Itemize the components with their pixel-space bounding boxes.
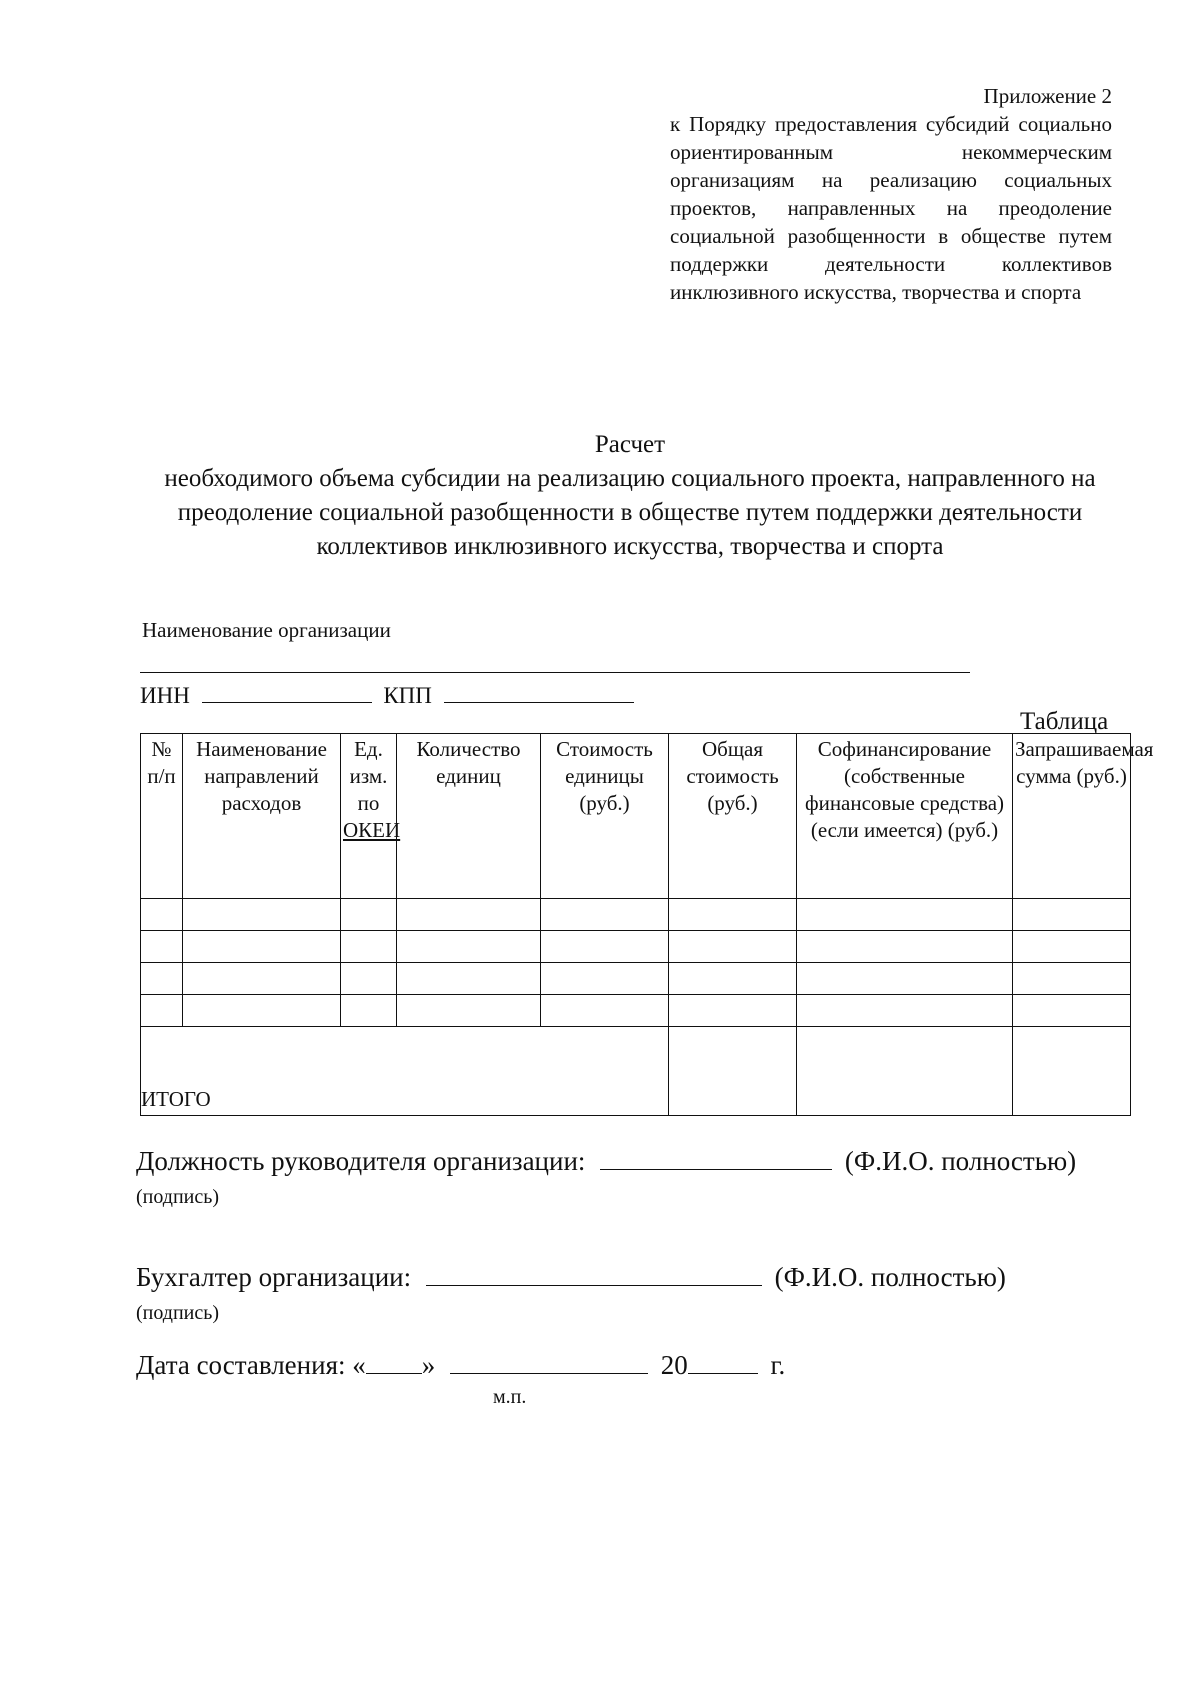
table-row	[141, 963, 1131, 995]
head-sign-caption: (подпись)	[136, 1186, 220, 1208]
header-unit-text: Ед. изм. по	[349, 737, 388, 815]
appendix-block	[670, 82, 1112, 306]
appendix-text: к Порядку предоставления субсидий социально ориентированным некоммерческим организациям на реализацию социальных проектов, направленных на преодоление социальной разобщенности в обществе путем поддержки деятельности коллективов инклюзивного искусства, творчества и спорта	[670, 112, 1112, 304]
table-cell[interactable]	[183, 995, 341, 1027]
table-row	[141, 931, 1131, 963]
table-cell[interactable]	[541, 963, 669, 995]
table-cell[interactable]	[183, 899, 341, 931]
accountant-sign-caption: (подпись)	[136, 1302, 220, 1324]
date-year-field[interactable]	[688, 1351, 758, 1374]
date-day-field[interactable]	[366, 1351, 422, 1374]
table-cell[interactable]	[797, 995, 1013, 1027]
head-signature-line	[136, 1146, 1076, 1177]
date-quote-close: »	[421, 1350, 436, 1380]
kpp-field[interactable]	[444, 680, 634, 703]
accountant-signature-field[interactable]	[426, 1263, 762, 1286]
table-cell[interactable]	[1013, 963, 1131, 995]
header-name: Наименование направлений расходов	[183, 734, 341, 899]
table-cell[interactable]	[183, 931, 341, 963]
table-cell[interactable]	[669, 995, 797, 1027]
table-cell[interactable]	[797, 963, 1013, 995]
kpp-label: КПП	[383, 683, 432, 708]
table-cell[interactable]	[397, 931, 541, 963]
table-cell[interactable]	[341, 995, 397, 1027]
header-cofinancing: Софинансирование (собственные финансовые средства) (если имеется) (руб.)	[797, 734, 1013, 899]
table-cell[interactable]	[341, 899, 397, 931]
accountant-fio-label: (Ф.И.О. полностью)	[774, 1262, 1006, 1292]
document-heading	[140, 428, 1120, 564]
table-header-row	[141, 734, 1131, 899]
accountant-label: Бухгалтер организации:	[136, 1262, 412, 1292]
inn-label: ИНН	[140, 683, 190, 708]
table-cell[interactable]	[141, 995, 183, 1027]
total-requested-cell[interactable]	[1013, 1027, 1131, 1116]
head-position-label: Должность руководителя организации:	[136, 1146, 586, 1176]
table-cell[interactable]	[797, 899, 1013, 931]
total-cost-cell[interactable]	[669, 1027, 797, 1116]
expense-table	[140, 733, 1154, 1116]
table-row	[141, 899, 1131, 931]
appendix-title: Приложение 2	[983, 84, 1112, 108]
table-cell[interactable]	[341, 963, 397, 995]
table-cell[interactable]	[397, 899, 541, 931]
date-year-suffix: г.	[770, 1350, 786, 1380]
header-total-cost: Общая стоимость (руб.)	[669, 734, 797, 899]
total-label: ИТОГО	[141, 1027, 669, 1116]
table-caption: Таблица	[1020, 708, 1109, 735]
date-line	[136, 1350, 785, 1381]
table-cell[interactable]	[797, 931, 1013, 963]
date-label: Дата составления: «	[136, 1350, 366, 1380]
table-cell[interactable]	[669, 931, 797, 963]
table-cell[interactable]	[541, 995, 669, 1027]
table-cell[interactable]	[141, 931, 183, 963]
table-cell[interactable]	[669, 963, 797, 995]
table-cell[interactable]	[1013, 899, 1131, 931]
table-cell[interactable]	[141, 899, 183, 931]
total-cofinancing-cell[interactable]	[797, 1027, 1013, 1116]
org-name-field[interactable]	[140, 672, 970, 673]
table-cell[interactable]	[1013, 995, 1131, 1027]
table-cell[interactable]	[341, 931, 397, 963]
head-signature-field[interactable]	[600, 1147, 832, 1170]
stamp-place-label: м.п.	[493, 1386, 527, 1408]
accountant-signature-line	[136, 1262, 1006, 1293]
table-cell[interactable]	[397, 995, 541, 1027]
org-name-label: Наименование организации	[142, 618, 391, 642]
header-unit	[341, 734, 401, 899]
date-year-prefix: 20	[660, 1350, 688, 1380]
table-cell[interactable]	[541, 931, 669, 963]
header-requested: Запрашиваемая сумма (руб.)	[1013, 734, 1131, 899]
table-cell[interactable]	[397, 963, 541, 995]
header-unit-okei: ОКЕИ	[343, 818, 401, 842]
table-row	[141, 995, 1131, 1027]
table-cell[interactable]	[141, 963, 183, 995]
date-month-field[interactable]	[450, 1351, 648, 1374]
table-cell[interactable]	[541, 899, 669, 931]
header-num: № п/п	[141, 734, 183, 899]
header-unit-cost: Стоимость единицы (руб.)	[541, 734, 669, 899]
table-total-row	[141, 1027, 1131, 1116]
table-cell[interactable]	[669, 899, 797, 931]
inn-kpp-row	[140, 680, 634, 709]
heading-title: Расчет	[594, 431, 666, 458]
inn-field[interactable]	[202, 680, 372, 703]
header-qty: Количество единиц	[397, 734, 541, 899]
head-fio-label: (Ф.И.О. полностью)	[844, 1146, 1077, 1176]
table-cell[interactable]	[183, 963, 341, 995]
table-cell[interactable]	[1013, 931, 1131, 963]
heading-subtitle: необходимого объема субсидии на реализацию социального проекта, направленного на преодоление социальной разобщенности в обществе путем поддержки деятельности коллективов инклюзивного искусства, творчества и спорта	[164, 465, 1096, 560]
